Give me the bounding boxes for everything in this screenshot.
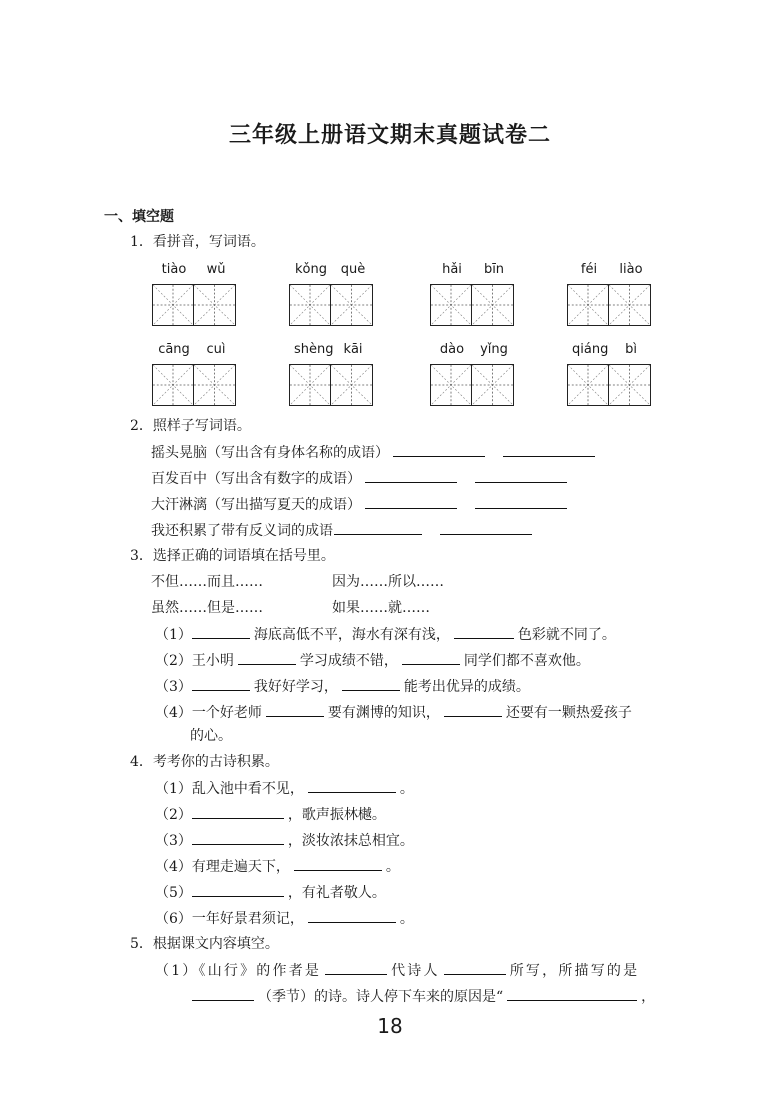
character-box[interactable] (472, 284, 514, 326)
pinyin-syllable: qiáng (572, 342, 609, 357)
pinyin-syllable: kǒng (295, 262, 327, 277)
q3-s4-end: 还要有一颗热爱孩子 (505, 705, 632, 721)
q4-l4-end: 。 (385, 859, 400, 875)
answer-blank[interactable] (365, 468, 457, 483)
question-1-label: 1．看拼音，写词语。 (130, 234, 265, 250)
q3-s3-mid: 我好好学习， (253, 679, 338, 695)
q5-line-2 (192, 986, 655, 1007)
answer-blank[interactable] (192, 804, 284, 819)
q5-line-1 (155, 960, 639, 981)
question-5-label: 5．根据课文内容填空。 (130, 936, 279, 952)
q3-s4-prefix: （4）一个好老师 (155, 705, 262, 721)
q2-line-3 (151, 494, 571, 515)
q5-text-d: （季节）的诗。诗人停下车来的原因是“ (258, 989, 504, 1005)
q3-s2-prefix: （2）王小明 (155, 653, 234, 669)
character-box[interactable] (472, 364, 514, 406)
pinyin-syllable: liào (619, 262, 643, 277)
q3-sentence-3 (155, 676, 530, 697)
page-title: 三年级上册语文期末真题试卷二 (228, 123, 551, 148)
answer-blank[interactable] (365, 494, 457, 509)
q3-option-2: 因为……所以…… (332, 574, 444, 590)
answer-blank[interactable] (507, 986, 637, 1001)
q2-line-1 (151, 442, 599, 463)
character-box[interactable] (609, 284, 651, 326)
pinyin-syllable: kāi (343, 342, 363, 357)
pinyin-syllable: hǎi (442, 262, 462, 277)
q4-l3-text: ，淡妆浓抹总相宜。 (287, 833, 414, 849)
q3-s3-end: 能考出优异的成绩。 (403, 679, 530, 695)
character-box[interactable] (194, 364, 236, 406)
q3-s1-end: 色彩就不同了。 (517, 627, 616, 643)
q4-l4-text: （4）有理走遍天下， (155, 859, 290, 875)
q4-l1-text: （1）乱入池中看不见， (155, 781, 304, 797)
q3-s4-mid: 要有渊博的知识， (327, 705, 440, 721)
character-box[interactable] (331, 364, 373, 406)
character-box[interactable] (289, 284, 331, 326)
answer-blank[interactable] (393, 442, 485, 457)
character-box[interactable] (609, 364, 651, 406)
q3-sentence-4 (155, 702, 632, 723)
answer-blank[interactable] (294, 856, 382, 871)
tianzige-writing-grid (289, 364, 373, 406)
pinyin-syllable: shèng (294, 342, 334, 357)
pinyin-syllable: yǐng (480, 342, 508, 357)
answer-blank[interactable] (192, 830, 284, 845)
section-heading-fill-blanks: 一、填空题 (104, 209, 174, 225)
pinyin-syllable: wǔ (206, 262, 226, 277)
character-box[interactable] (430, 284, 472, 326)
q4-l5-text: ，有礼者敬人。 (287, 885, 386, 901)
q4-l6-end: 。 (399, 911, 414, 927)
answer-blank[interactable] (402, 650, 460, 665)
question-2-label: 2．照样子写词语。 (130, 418, 251, 434)
tianzige-writing-grid (152, 364, 236, 406)
q3-option-1: 不但……而且…… (151, 574, 263, 590)
q3-option-3: 虽然……但是…… (151, 600, 263, 616)
q2-line-2-text: 百发百中（写出含有数字的成语） (151, 471, 361, 487)
answer-blank[interactable] (475, 494, 567, 509)
answer-blank[interactable] (334, 520, 422, 535)
q3-s2-end: 同学们都不喜欢他。 (463, 653, 590, 669)
answer-blank[interactable] (444, 960, 506, 975)
character-box[interactable] (430, 364, 472, 406)
answer-blank[interactable] (266, 702, 324, 717)
q4-l5-prefix: （5） (155, 885, 192, 901)
pinyin-syllable: cuì (206, 342, 226, 357)
pinyin-syllable: bīn (483, 262, 505, 277)
q5-text-c: 所写，所描写的是 (509, 963, 640, 979)
answer-blank[interactable] (192, 624, 250, 639)
answer-blank[interactable] (325, 960, 387, 975)
answer-blank[interactable] (454, 624, 514, 639)
q4-line-2 (155, 804, 386, 825)
question-4-label: 4．考考你的古诗积累。 (130, 754, 279, 770)
q4-line-1 (155, 778, 414, 799)
q3-sentence-2 (155, 650, 590, 671)
q2-line-4 (151, 520, 536, 541)
answer-blank[interactable] (440, 520, 532, 535)
answer-blank[interactable] (308, 908, 396, 923)
q4-line-6 (155, 908, 414, 929)
character-box[interactable] (194, 284, 236, 326)
character-box[interactable] (152, 284, 194, 326)
tianzige-writing-grid (289, 284, 373, 326)
q5-text-a: （1）《山行》的作者是 (155, 963, 322, 979)
page-number: 18 (377, 1014, 403, 1038)
q3-s3-prefix: （3） (155, 679, 192, 695)
q4-l3-prefix: （3） (155, 833, 192, 849)
q4-l6-text: （6）一年好景君须记， (155, 911, 304, 927)
answer-blank[interactable] (503, 442, 595, 457)
character-box[interactable] (567, 364, 609, 406)
tianzige-writing-grid (567, 284, 651, 326)
pinyin-syllable: féi (580, 262, 598, 277)
answer-blank[interactable] (192, 882, 284, 897)
pinyin-syllable: cāng (158, 342, 190, 357)
q2-line-1-text: 摇头晃脑（写出含有身体名称的成语） (151, 445, 389, 461)
q4-line-5 (155, 882, 386, 903)
pinyin-syllable: dào (439, 342, 465, 357)
q3-s1-prefix: （1） (155, 627, 192, 643)
tianzige-writing-grid (430, 364, 514, 406)
q2-line-3-text: 大汗淋漓（写出描写夏天的成语） (151, 497, 361, 513)
answer-blank[interactable] (308, 778, 396, 793)
pinyin-syllable: què (340, 262, 366, 277)
q4-l2-text: ，歌声振林樾。 (287, 807, 386, 823)
q2-line-4-text: 我还积累了带有反义词的成语 (151, 523, 333, 539)
pinyin-syllable: tiào (161, 262, 187, 277)
q3-option-4: 如果……就…… (332, 600, 430, 616)
answer-blank[interactable] (192, 986, 254, 1001)
character-box[interactable] (567, 284, 609, 326)
answer-blank[interactable] (444, 702, 502, 717)
pinyin-syllable: bì (625, 342, 637, 357)
q5-text-e: ， (641, 989, 656, 1005)
q3-s2-mid: 学习成绩不错， (299, 653, 398, 669)
tianzige-writing-grid (430, 284, 514, 326)
q2-line-2 (151, 468, 571, 489)
q4-line-3 (155, 830, 414, 851)
q4-l1-end: 。 (399, 781, 414, 797)
character-box[interactable] (289, 364, 331, 406)
answer-blank[interactable] (192, 676, 250, 691)
character-box[interactable] (331, 284, 373, 326)
q3-sentence-1 (155, 624, 616, 645)
q3-sentence-4-cont: 的心。 (190, 728, 232, 744)
tianzige-writing-grid (567, 364, 651, 406)
answer-blank[interactable] (238, 650, 296, 665)
answer-blank[interactable] (475, 468, 567, 483)
q4-l2-prefix: （2） (155, 807, 192, 823)
tianzige-writing-grid (152, 284, 236, 326)
question-3-label: 3．选择正确的词语填在括号里。 (130, 548, 335, 564)
answer-blank[interactable] (342, 676, 400, 691)
q4-line-4 (155, 856, 400, 877)
character-box[interactable] (152, 364, 194, 406)
q5-text-b: 代诗人 (391, 963, 440, 979)
q3-s1-mid: 海底高低不平，海水有深有浅， (253, 627, 450, 643)
